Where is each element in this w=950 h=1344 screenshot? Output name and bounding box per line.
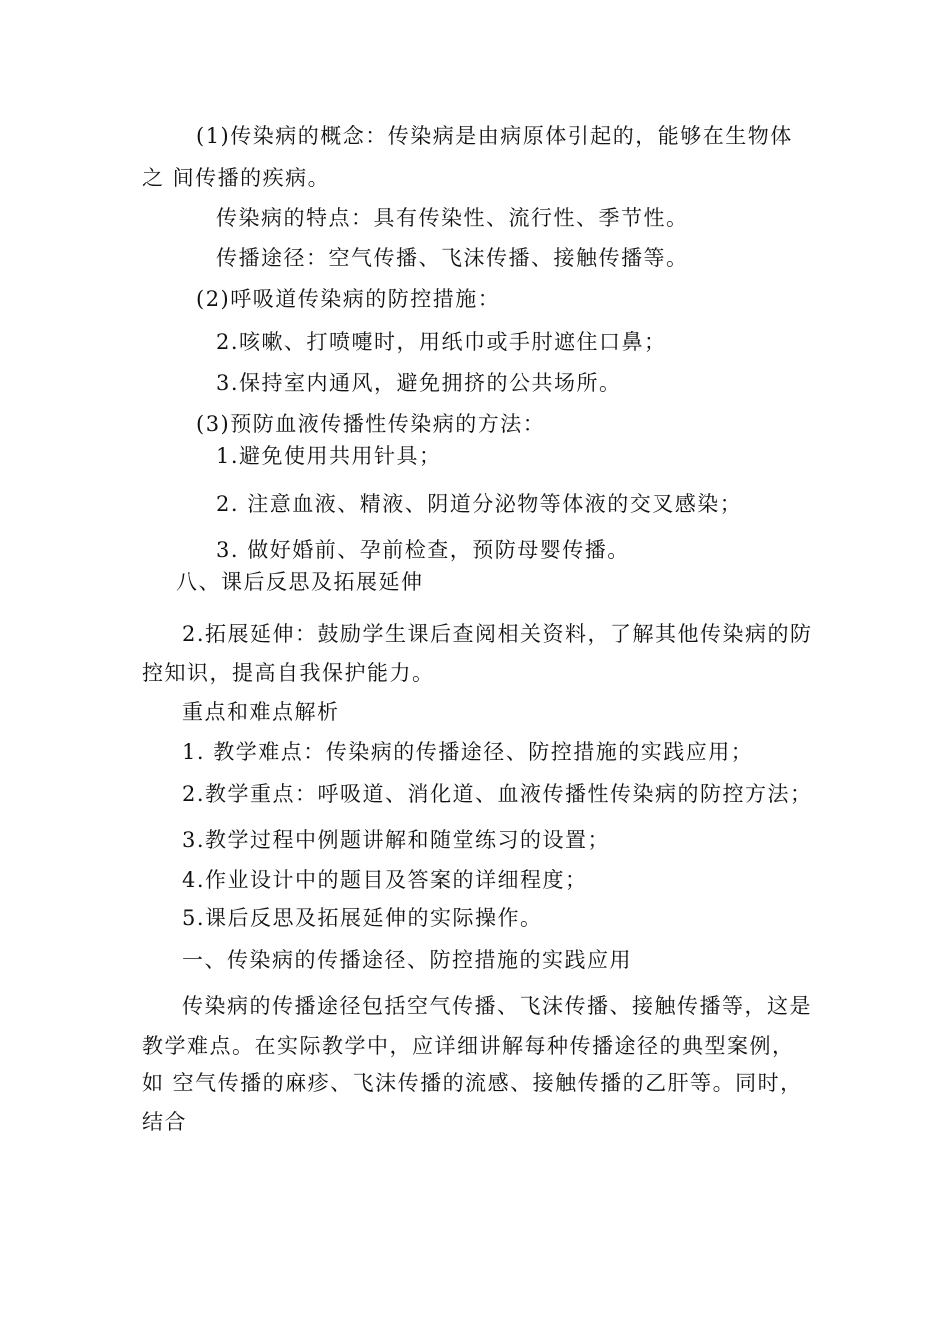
list-item: 3. 做好婚前、孕前检查，预防母婴传播。 [216,538,630,562]
paragraph-line: 如 空气传播的麻疹、飞沫传播的流感、接触传播的乙肝等。同时， [142,1071,803,1095]
section-heading: 重点和难点解析 [182,700,340,724]
paragraph-line: 控知识，提高自我保护能力。 [142,661,435,685]
paragraph-line: (1)传染病的概念：传染病是由病原体引起的，能够在生物体 [196,124,793,148]
paragraph-line: 结合 [142,1110,187,1134]
list-item: 2.咳嗽、打喷嚏时，用纸巾或手肘遮住口鼻； [216,330,667,354]
list-item: 5.课后反思及拓展延伸的实际操作。 [182,906,543,930]
list-item: 2.教学重点：呼吸道、消化道、血液传播性传染病的防控方法； [182,782,813,806]
section-heading: (3)预防血液传播性传染病的方法： [196,412,546,436]
paragraph-line: 教学难点。在实际教学中，应详细讲解每种传播途径的典型案例， [142,1034,795,1058]
list-item: 3.教学过程中例题讲解和随堂练习的设置； [182,828,611,852]
section-heading: 八、课后反思及拓展延伸 [176,570,424,594]
list-item: 2. 注意血液、精液、阴道分泌物等体液的交叉感染； [216,492,743,516]
section-heading: (2)呼吸道传染病的防控措施： [196,287,501,311]
paragraph-line: 之 间传播的疾病。 [142,166,331,190]
section-heading: 一、传染病的传播途径、防控措施的实践应用 [182,948,632,972]
paragraph-line: 传染病的传播途径包括空气传播、飞沫传播、接触传播等，这是 [182,994,812,1018]
list-item: 1. 教学难点：传染病的传播途径、防控措施的实践应用； [182,740,754,764]
paragraph-line: 2.拓展延伸：鼓励学生课后查阅相关资料，了解其他传染病的防 [182,622,813,646]
paragraph-line: 传播途径：空气传播、飞沫传播、接触传播等。 [216,246,689,270]
list-item: 3.保持室内通风，避免拥挤的公共场所。 [216,371,622,395]
list-item: 1.避免使用共用针具； [216,444,442,468]
list-item: 4.作业设计中的题目及答案的详细程度； [182,868,588,892]
paragraph-line: 传染病的特点：具有传染性、流行性、季节性。 [216,206,689,230]
